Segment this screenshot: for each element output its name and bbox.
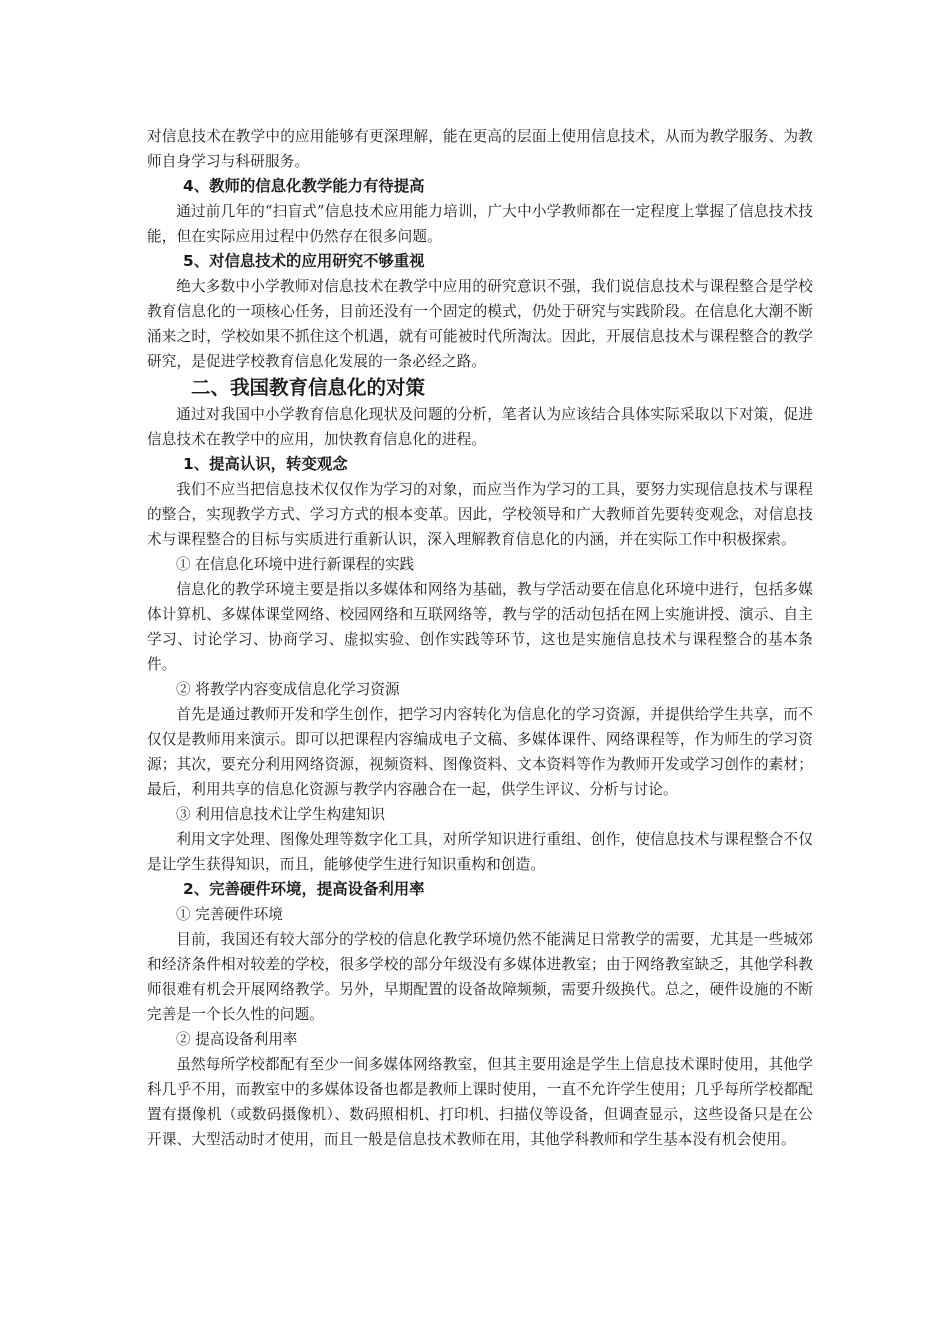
paragraph-4: 通过前几年的“扫盲式”信息技术应用能力培训，广大中小学教师都在一定程度上掌握了信息技术技能，但在实际应用过程中仍然存在很多问题。 <box>147 203 813 245</box>
paragraph-5: 绝大多数中小学教师对信息技术在教学中应用的研究意识不强，我们说信息技术与课程整合是学校教育信息化的一项核心任务，目前还没有一个固定的模式，仍处于研究与实践阶段。在信息化大潮不断涌来之时，学校如果不抓住这个机遇，就有可能被时代所淘汰。因此，开展信息技术与课程整合的教学研究，是促进学校教育信息化发展的一条必经之路。 <box>147 278 813 370</box>
heading-4: 4、教师的信息化教学能力有待提高 <box>183 177 425 195</box>
subheading-1-2: ② 将教学内容变成信息化学习资源 <box>176 681 400 698</box>
paragraph-2-2: 虽然每所学校都配有至少一间多媒体网络教室，但其主要用途是学生上信息技术课时使用，其他学科几乎不用，而教室中的多媒体设备也都是教师上课时使用，一直不允许学生使用；几乎每所学校都配置有摄像机（或数码摄像机）、数码照相机、打印机、扫描仪等设备，但调查显示，这些设备只是在公开课、大型活动时才使用，而且一般是信息技术教师在用，其他学科教师和学生基本没有机会使用。 <box>147 1056 813 1148</box>
heading-strategy-2: 2、完善硬件环境，提高设备利用率 <box>183 880 425 898</box>
paragraph-1-1: 信息化的教学环境主要是指以多媒体和网络为基础，教与学活动要在信息化环境中进行，包括多媒体计算机、多媒体课堂网络、校园网络和互联网络等，教与学的活动包括在网上实施讲授、演示、自主学习、讨论学习、协商学习、虚拟实验、创作实践等环节，这也是实施信息技术与课程整合的基本条件。 <box>147 581 813 673</box>
paragraph-1-3: 利用文字处理、图像处理等数字化工具，对所学知识进行重组、创作，使信息技术与课程整合不仅是让学生获得知识，而且，能够使学生进行知识重构和创造。 <box>147 831 813 873</box>
paragraph-1-2: 首先是通过教师开发和学生创作，把学习内容转化为信息化的学习资源，并提供给学生共享，而不仅仅是教师用来演示。即可以把课程内容编成电子文稿、多媒体课件、网络课程等，作为师生的学习资源；其次，要充分利用网络资源，视频资料、图像资料、文本资料等作为教师开发或学习创作的素材；最后，利用共享的信息化资源与教学内容融合在一起，供学生评议、分析与讨论。 <box>147 706 813 798</box>
heading-strategy-1: 1、提高认识，转变观念 <box>183 455 348 473</box>
subheading-2-1: ① 完善硬件环境 <box>176 906 283 923</box>
paragraph-section-2: 通过对我国中小学教育信息化现状及问题的分析，笔者认为应该结合具体实际采取以下对策，促进信息技术在教学中的应用，加快教育信息化的进程。 <box>147 406 813 448</box>
document-body <box>147 124 813 1152</box>
paragraph-strategy-1: 我们不应当把信息技术仅仅作为学习的对象，而应当作为学习的工具，要努力实现信息技术与课程的整合，实现教学方式、学习方式的根本变革。因此，学校领导和广大教师首先要转变观念，对信息技术与课程整合的目标与实质进行重新认识，深入理解教育信息化的内涵，并在实际工作中积极探索。 <box>147 481 813 548</box>
heading-5: 5、对信息技术的应用研究不够重视 <box>183 252 425 270</box>
subheading-1-1: ① 在信息化环境中进行新课程的实践 <box>176 556 415 573</box>
paragraph-2-1: 目前，我国还有较大部分的学校的信息化教学环境仍然不能满足日常教学的需要，尤其是一些城郊和经济条件相对较差的学校，很多学校的部分年级没有多媒体进教室；由于网络教室缺乏，其他学科教师很难有机会开展网络教学。另外，早期配置的设备故障频频，需要升级换代。总之，硬件设施的不断完善是一个长久性的问题。 <box>147 931 813 1023</box>
section-heading-2: 二、我国教育信息化的对策 <box>191 376 426 399</box>
subheading-1-3: ③ 利用信息技术让学生构建知识 <box>176 806 385 823</box>
subheading-2-2: ② 提高设备利用率 <box>176 1031 298 1048</box>
paragraph-intro: 对信息技术在教学中的应用能够有更深理解，能在更高的层面上使用信息技术，从而为教学服务、为教师自身学习与科研服务。 <box>147 128 813 170</box>
